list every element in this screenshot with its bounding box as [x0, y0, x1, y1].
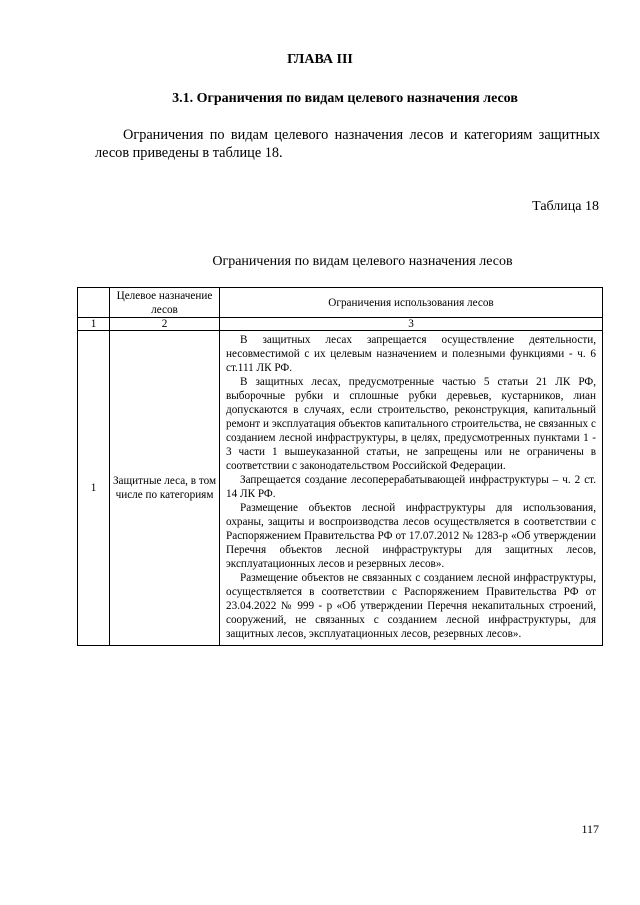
- header-restrictions-cell: Ограничения использования лесов: [220, 288, 603, 318]
- row-restrictions-cell: [220, 331, 603, 646]
- table-label: Таблица 18: [532, 199, 599, 214]
- column-number-2: 2: [110, 318, 220, 331]
- restrictions-table: [77, 287, 603, 646]
- restriction-paragraph: Размещение объектов лесной инфраструктуры для использования, охраны, защиты и воспроизводства лесов осуществляется в соответствии с Распоряжением Правительства РФ от 17.07.2012 № 1283-р «Об утверждении Перечня объектов лесной инфраструктуры для защитных лесов, эксплуатационных лесов и резервных лесов».: [226, 502, 596, 570]
- page-number: 117: [581, 822, 599, 836]
- column-number-3: 3: [220, 318, 603, 331]
- table-title: Ограничения по видам целевого назначения лесов: [212, 254, 513, 269]
- column-number-1: 1: [78, 318, 110, 331]
- chapter-title: ГЛАВА III: [287, 52, 353, 67]
- header-purpose-cell: Целевое назначение лесов: [110, 288, 220, 318]
- table-column-numbers-row: [78, 318, 603, 331]
- table-row: [78, 331, 603, 646]
- restriction-paragraph: Размещение объектов не связанных с созданием лесной инфраструктуры, осуществляется в соответствии с Распоряжением Правительства РФ от 23.04.2022 № 999 - р «Об утверждении Перечня некапитальных строений, сооружений, не связанных с созданием лесной инфраструктуры, для защитных лесов, эксплуатационных лесов, резервных лесов».: [226, 572, 596, 640]
- section-title: 3.1. Ограничения по видам целевого назначения лесов: [172, 91, 518, 106]
- intro-paragraph: Ограничения по видам целевого назначения лесов и категориям защитных лесов приведены в таблице 18.: [95, 127, 600, 161]
- header-number-cell: [78, 288, 110, 318]
- restriction-paragraph: Запрещается создание лесоперерабатывающей инфраструктуры – ч. 2 ст. 14 ЛК РФ.: [226, 474, 596, 500]
- restriction-paragraph: В защитных лесах, предусмотренные частью 5 статьи 21 ЛК РФ, выборочные рубки и сплошные рубки деревьев, кустарников, лиан допускаются в случаях, если строительство, реконструкция, капитальный ремонт и эксплуатация объектов капитального строительства, не связанных с созданием лесной инфраструктуры, в целях, предусмотренных пунктами 1 - 3 части 1 вышеуказанной статьи, не запрещены или не ограничены в соответствии с законодательством Российской Федерации.: [226, 376, 596, 472]
- row-category-cell: Защитные леса, в том числе по категориям: [110, 331, 220, 646]
- table-header-row: [78, 288, 603, 318]
- restriction-paragraph: В защитных лесах запрещается осуществление деятельности, несовместимой с их целевым назначением и полезными функциями - ч. 6 ст.111 ЛК РФ.: [226, 334, 596, 374]
- row-number-cell: 1: [78, 331, 110, 646]
